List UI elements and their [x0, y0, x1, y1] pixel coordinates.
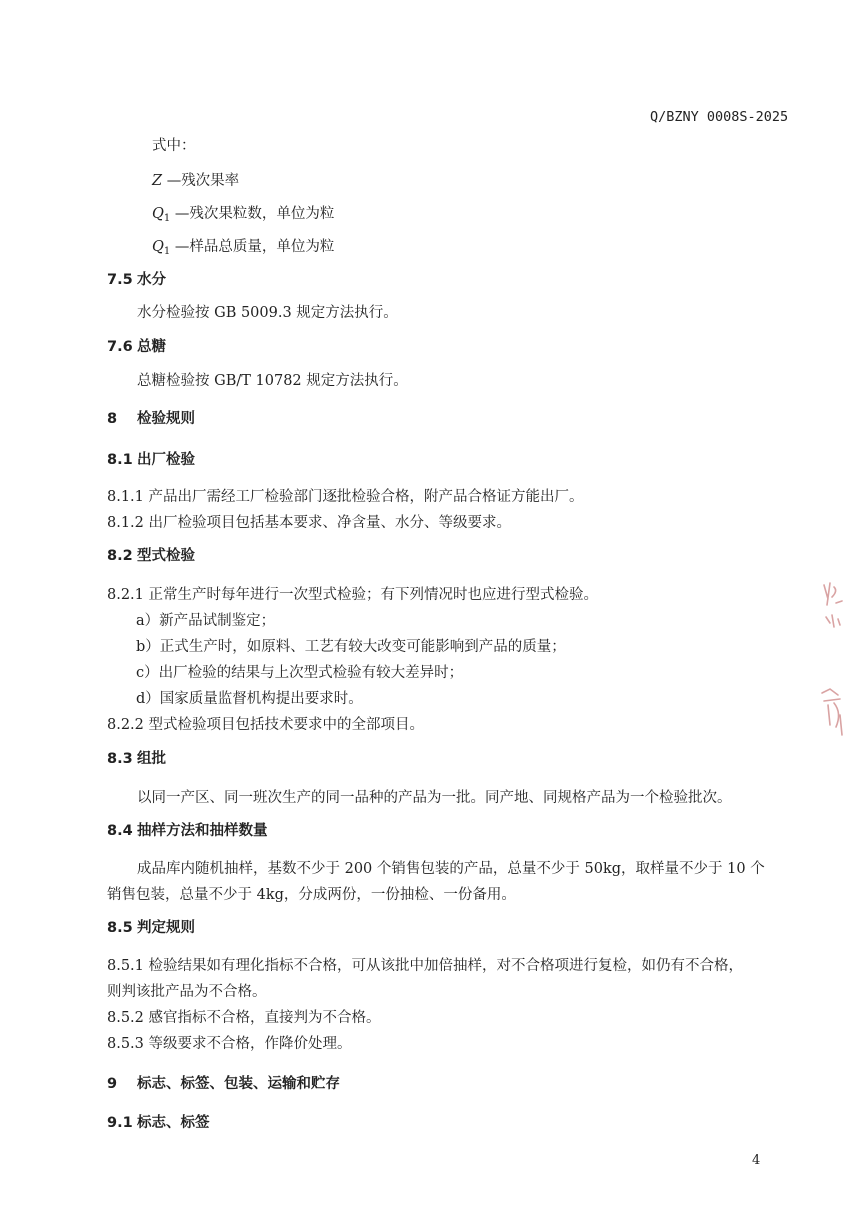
section-number: 8.3	[107, 751, 133, 767]
clause-8-5-2: 8.5.2 感官指标不合格，直接判为不合格。	[107, 1010, 381, 1026]
clause-8-1-1: 8.1.1 产品出厂需经工厂检验部门逐批检验合格，附产品合格证方能出厂。	[107, 489, 584, 505]
page-number: 4	[752, 1153, 761, 1168]
clause-8-2-1: 8.2.1 正常生产时每年进行一次型式检验；有下列情况时也应进行型式检验。	[107, 587, 599, 603]
chapter-number: 9	[107, 1076, 118, 1092]
section-8-3-heading	[107, 752, 166, 767]
clause-8-5-3: 8.5.3 等级要求不合格，作降价处理。	[107, 1036, 352, 1052]
section-8-1-heading	[107, 453, 195, 468]
section-title: 水分	[137, 272, 166, 288]
chapter-title: 检验规则	[137, 411, 195, 427]
section-7-5-heading	[107, 273, 166, 288]
section-title: 出厂检验	[137, 452, 195, 468]
legend-subscript: 1	[163, 213, 171, 224]
section-8-4-line-2: 销售包装，总量不少于 4kg，分成两份，一份抽检、一份备用。	[107, 887, 516, 903]
clause-8-2-2: 8.2.2 型式检验项目包括技术要求中的全部项目。	[107, 717, 425, 733]
section-number: 8.4	[107, 823, 133, 839]
section-9-1-heading	[107, 1116, 210, 1131]
section-title: 型式检验	[137, 548, 195, 564]
chapter-title: 标志、标签、包装、运输和贮存	[137, 1076, 340, 1092]
section-title: 判定规则	[137, 920, 195, 936]
section-8-3-body: 以同一产区、同一班次生产的同一品种的产品为一批。同产地、同规格产品为一个检验批次。	[137, 790, 732, 806]
section-8-5-heading	[107, 921, 195, 936]
section-title: 标志、标签	[137, 1115, 210, 1131]
legend-symbol: Z	[152, 173, 163, 189]
legend-item-q1-mass	[152, 240, 334, 257]
section-number: 7.5	[107, 272, 133, 288]
list-item-d: d）国家质量监督机构提出要求时。	[136, 691, 363, 707]
section-8-4-heading	[107, 824, 268, 839]
legend-text: —残次果粒数，单位为粒	[174, 206, 335, 222]
list-item-c: c）出厂检验的结果与上次型式检验有较大差异时；	[136, 665, 464, 681]
chapter-9-heading	[107, 1077, 340, 1092]
section-title: 抽样方法和抽样数量	[137, 823, 268, 839]
section-title: 总糖	[137, 339, 166, 355]
list-item-a: a）新产品试制鉴定；	[136, 613, 276, 629]
clause-8-5-1-line-1: 8.5.1 检验结果如有理化指标不合格，可从该批中加倍抽样，对不合格项进行复检，如仍有不合格，	[107, 958, 743, 974]
legend-subscript: 1	[163, 246, 171, 257]
chapter-8-heading	[107, 412, 195, 427]
section-7-5-body: 水分检验按 GB 5009.3 规定方法执行。	[137, 305, 398, 321]
chapter-number: 8	[107, 411, 118, 427]
section-number: 9.1	[107, 1115, 133, 1131]
formula-legend-intro: 式中：	[152, 138, 196, 154]
clause-8-1-2: 8.1.2 出厂检验项目包括基本要求、净含量、水分、等级要求。	[107, 515, 512, 531]
section-number: 8.1	[107, 452, 133, 468]
section-8-4-line-1: 成品库内随机抽样，基数不少于 200 个销售包装的产品，总量不少于 50kg，取样量不少于 10 个	[137, 861, 765, 877]
legend-item-z	[152, 174, 239, 189]
document-number: Q/BZNY 0008S-2025	[650, 109, 789, 125]
section-number: 7.6	[107, 339, 133, 355]
legend-item-q1	[152, 207, 334, 224]
legend-symbol: Q	[152, 239, 164, 255]
section-number: 8.5	[107, 920, 133, 936]
section-7-6-body: 总糖检验按 GB/T 10782 规定方法执行。	[137, 373, 408, 389]
section-title: 组批	[137, 751, 166, 767]
section-number: 8.2	[107, 548, 133, 564]
section-8-2-heading	[107, 549, 195, 564]
list-item-b: b）正式生产时，如原料、工艺有较大改变可能影响到产品的质量；	[136, 639, 566, 655]
section-7-6-heading	[107, 340, 166, 355]
legend-symbol: Q	[152, 206, 164, 222]
legend-text: —残次果率	[166, 173, 240, 189]
clause-8-5-1-line-2: 则判该批产品为不合格。	[107, 984, 267, 1000]
seal-stamp-mark	[818, 575, 846, 745]
legend-text: —样品总质量，单位为粒	[174, 239, 335, 255]
